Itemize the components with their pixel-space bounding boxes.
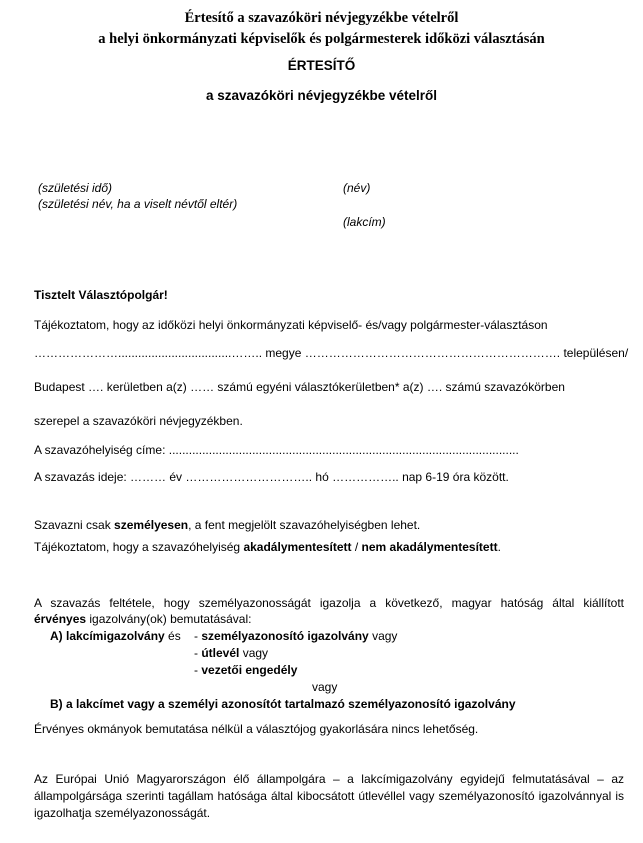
eu-citizen-line1: Az Európai Unió Magyarországon élő állampolgára – a lakcímigazolvány egyidejű felmutatásával – az [34,772,624,786]
document-header-line1: Értesítő a szavazóköri névjegyzékbe vételről [184,10,459,26]
item-suffix: vagy [239,646,269,660]
in-person-pre: Szavazni csak [34,518,115,532]
item-dash: - [194,629,202,643]
settlement-label: településen/ [563,346,629,360]
condition-valid-word: érvényes [34,612,87,626]
option-a-and: és [164,629,181,643]
item-id-card: személyazonosító igazolvány [201,629,369,643]
eu-citizen-line2: állampolgársága szerinti tagállam hatósága által kibocsátott útlevéllel vagy személyazonosító igazolvánnyal is [34,789,624,803]
option-b: B) a lakcímet vagy a személyi azonosítót tartalmazó személyazonosító igazolvány [50,697,516,711]
district-line: Budapest …. kerületben a(z) …… számú egyéni választókerületben* a(z) …. számú szavazókörben [34,380,565,394]
item-dash: - [194,663,202,677]
document-header-line2: a helyi önkormányzati képviselők és polgármesterek időközi választásán [98,31,545,47]
document-title: ÉRTESÍTŐ [287,58,356,73]
item-dash: - [194,646,202,660]
birth-date-field-label: (születési idő) [38,181,113,195]
county-label: megye [265,346,302,360]
voting-time-line: A szavazás ideje: ……… év ………………………….. hó …………….. nap 6-19 óra között. [34,470,509,484]
no-document-notice: Érvényes okmányok bemutatása nélkül a választójog gyakorlására nincs lehetőség. [34,722,479,736]
eu-citizen-line3: igazolhatja személyazonosságát. [34,806,211,820]
accessibility-pre: Tájékoztatom, hogy a szavazóhelyiség [34,540,244,554]
accessibility-separator: / [351,540,362,554]
name-field-label: (név) [343,181,371,195]
option-a-label-line [50,629,181,643]
polling-place-line [34,443,519,457]
accessibility-post: . [497,540,501,554]
item-driving-licence: vezetői engedély [201,663,298,677]
county-blank: …………………..................................…….. [34,346,263,360]
option-a-label: A) lakcímigazolvány [50,629,165,643]
in-person-post: , a fent megjelölt szavazóhelyiségben lehet. [188,518,421,532]
address-field-label: (lakcím) [343,215,386,229]
option-a-item [194,629,397,643]
condition-line2 [34,612,251,626]
settlement-blank: ………………………………………………………. [304,346,561,360]
location-line [34,346,628,360]
in-person-bold: személyesen [114,518,189,532]
polling-place-label: A szavazóhelyiség címe: [34,443,166,457]
document-subtitle: a szavazóköri névjegyzékbe vételről [205,88,438,103]
salutation: Tisztelt Választópolgár! [34,288,168,302]
register-line: szerepel a szavazóköri névjegyzékben. [34,414,243,428]
condition-line1: A szavazás feltétele, hogy személyazonosságát igazolja a következő, magyar hatóság által kiállított [34,596,624,610]
accessibility-option-accessible: akadálymentesített [243,540,352,554]
in-person-line [34,518,420,532]
accessibility-option-not-accessible: nem akadálymentesített [361,540,498,554]
polling-place-blank: ......................................................................................................... [168,443,519,457]
or-word: vagy [312,680,338,694]
option-a-item [194,646,268,660]
option-a-item [194,663,297,677]
accessibility-line [34,540,501,554]
birth-name-field-label: (születési név, ha a viselt névtől eltér) [38,197,238,211]
item-passport: útlevél [201,646,240,660]
intro-text: Tájékoztatom, hogy az időközi helyi önkormányzati képviselő- és/vagy polgármester-választáson [34,318,548,332]
condition-line2-rest: igazolvány(ok) bemutatásával: [86,612,252,626]
item-suffix: vagy [368,629,398,643]
